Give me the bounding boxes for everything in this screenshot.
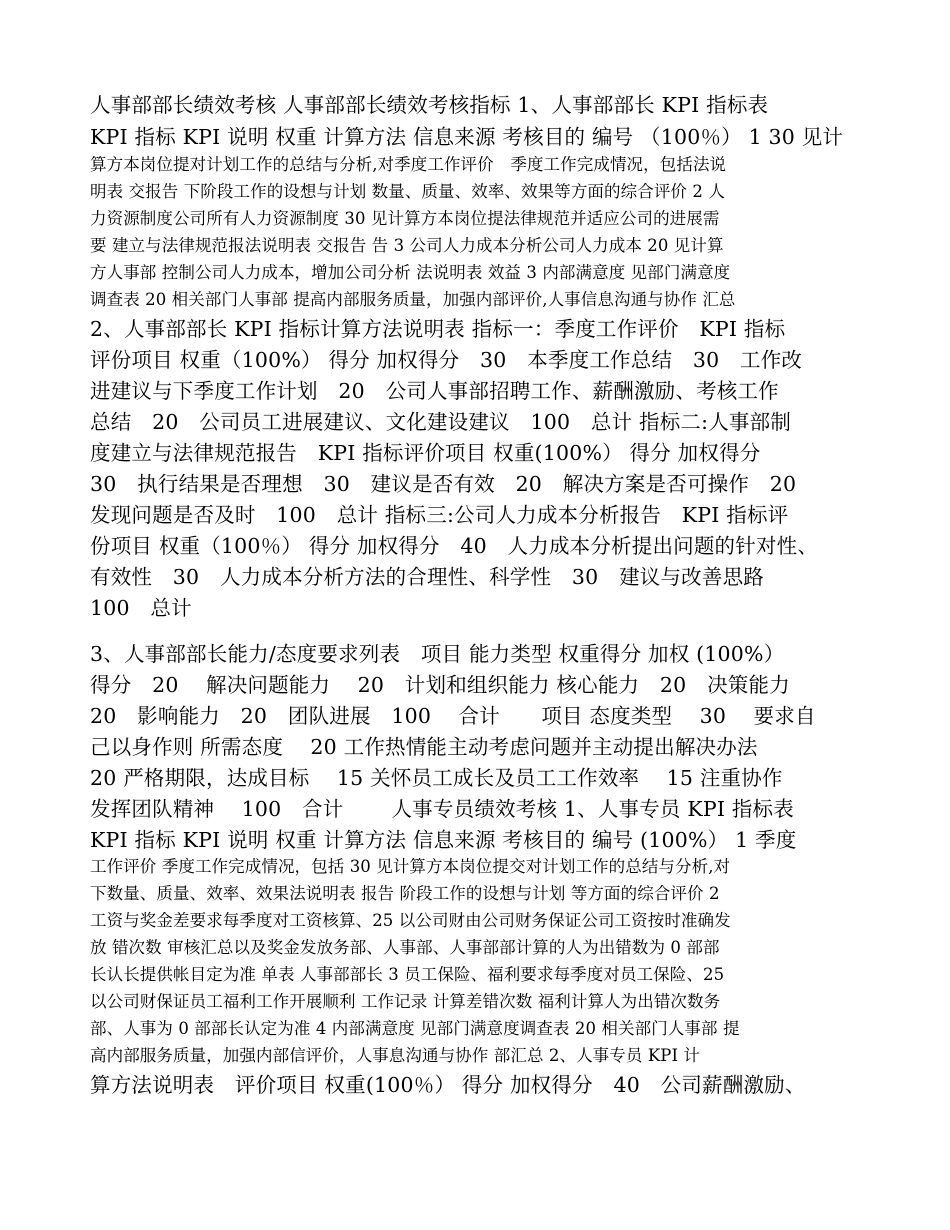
- text-line: 以公司财保证员工福利工作开展顺利 工作记录 计算差错次数 福利计算人为出错次数务: [90, 992, 721, 1011]
- text-line: 明表 交报告 下阶段工作的设想与计划 数量、质量、效率、效果等方面的综合评价 2 人: [90, 182, 725, 201]
- text-line: 要 建立与法律规范报法说明表 交报告 告 3 公司人力成本分析公司人力成本 20 见计算: [90, 236, 724, 255]
- text-line: 人事部部长绩效考核 人事部部长绩效考核指标 1、人事部部长 KPI 指标表: [90, 93, 769, 117]
- text-line: 调查表 20 相关部门人事部 提高内部服务质量，加强内部评价,人事信息沟通与协作 汇总: [90, 290, 736, 309]
- text-line: 30 执行结果是否理想 30 建议是否有效 20 解决方案是否可操作 20: [90, 472, 797, 496]
- text-line: 长认长提供帐目定为准 单表 人事部部长 3 员工保险、福利要求每季度对员工保险、25: [90, 965, 725, 984]
- text-line: 方人事部 控制公司人力成本，增加公司分析 法说明表 效益 3 内部满意度 见部门满意度: [90, 263, 731, 282]
- text-line: 100 总计: [90, 596, 192, 620]
- text-line: 工资与奖金差要求每季度对工资核算、25 以公司财由公司财务保证公司工资按时准确发: [90, 911, 731, 930]
- text-line: 20 严格期限，达成目标 15 关怀员工成长及员工工作效率 15 注重协作: [90, 766, 783, 790]
- text-line: 己以身作则 所需态度 20 工作热情能主动考虑问题并主动提出解决办法: [90, 735, 758, 759]
- text-line: 总结 20 公司员工进展建议、文化建设建议 100 总计 指标二:人事部制: [90, 410, 792, 434]
- text-line: 工作评价 季度工作完成情况，包括 30 见计算方本岗位提交对计划工作的总结与分析,对: [90, 857, 731, 876]
- text-line: KPI 指标 KPI 说明 权重 计算方法 信息来源 考核目的 编号 (100%） 1 季度: [90, 828, 797, 852]
- text-line: 20 影响能力 20 团队进展 100 合计 项目 态度类型 30 要求自: [90, 704, 816, 728]
- text-line: 算方法说明表 评价项目 权重(100％） 得分 加权得分 40 公司薪酬激励、: [90, 1073, 806, 1097]
- text-line: 下数量、质量、效率、效果法说明表 报告 阶段工作的设想与计划 等方面的综合评价 2: [90, 884, 720, 903]
- text-line: 度建立与法律规范报告 KPI 指标评价项目 权重(100%） 得分 加权得分: [90, 441, 761, 465]
- text-line: 力资源制度公司所有人力资源制度 30 见计算方本岗位提法律规范并适应公司的进展需: [90, 209, 720, 228]
- text-line: 3、人事部部长能力/态度要求列表 项目 能力类型 权重得分 加权 (100%）: [90, 642, 785, 666]
- text-line: 份项目 权重（100％） 得分 加权得分 40 人力成本分析提出问题的针对性、: [90, 534, 819, 558]
- text-line: 高内部服务质量，加强内部信评价，人事息沟通与协作 部汇总 2、人事专员 KPI 计: [90, 1046, 701, 1065]
- text-line: KPI 指标 KPI 说明 权重 计算方法 信息来源 考核目的 编号 （100％） 1 30 见计: [90, 125, 844, 149]
- text-line: 进建议与下季度工作计划 20 公司人事部招聘工作、薪酬激励、考核工作: [90, 379, 779, 403]
- text-line: 2、人事部部长 KPI 指标计算方法说明表 指标一：季度工作评价 KPI 指标: [90, 317, 786, 341]
- text-line: 部、人事为 0 部部长认定为准 4 内部满意度 见部门满意度调查表 20 相关部门人事部 提: [90, 1019, 740, 1038]
- text-line: 得分 20 解决问题能力 20 计划和组织能力 核心能力 20 决策能力: [90, 673, 790, 697]
- text-line: 算方本岗位提对计划工作的总结与分析,对季度工作评价 季度工作完成情况，包括法说: [90, 155, 727, 174]
- text-line: 放 错次数 审核汇总以及奖金发放务部、人事部、人事部部计算的人为出错数为 0 部部: [90, 938, 720, 957]
- text-line: 评份项目 权重（100%） 得分 加权得分 30 本季度工作总结 30 工作改: [90, 348, 803, 372]
- text-line: 发挥团队精神 100 合计 人事专员绩效考核 1、人事专员 KPI 指标表: [90, 797, 794, 821]
- text-line: 发现问题是否及时 100 总计 指标三:公司人力成本分析报告 KPI 指标评: [90, 503, 789, 527]
- text-line: 有效性 30 人力成本分析方法的合理性、科学性 30 建议与改善思路: [90, 565, 764, 589]
